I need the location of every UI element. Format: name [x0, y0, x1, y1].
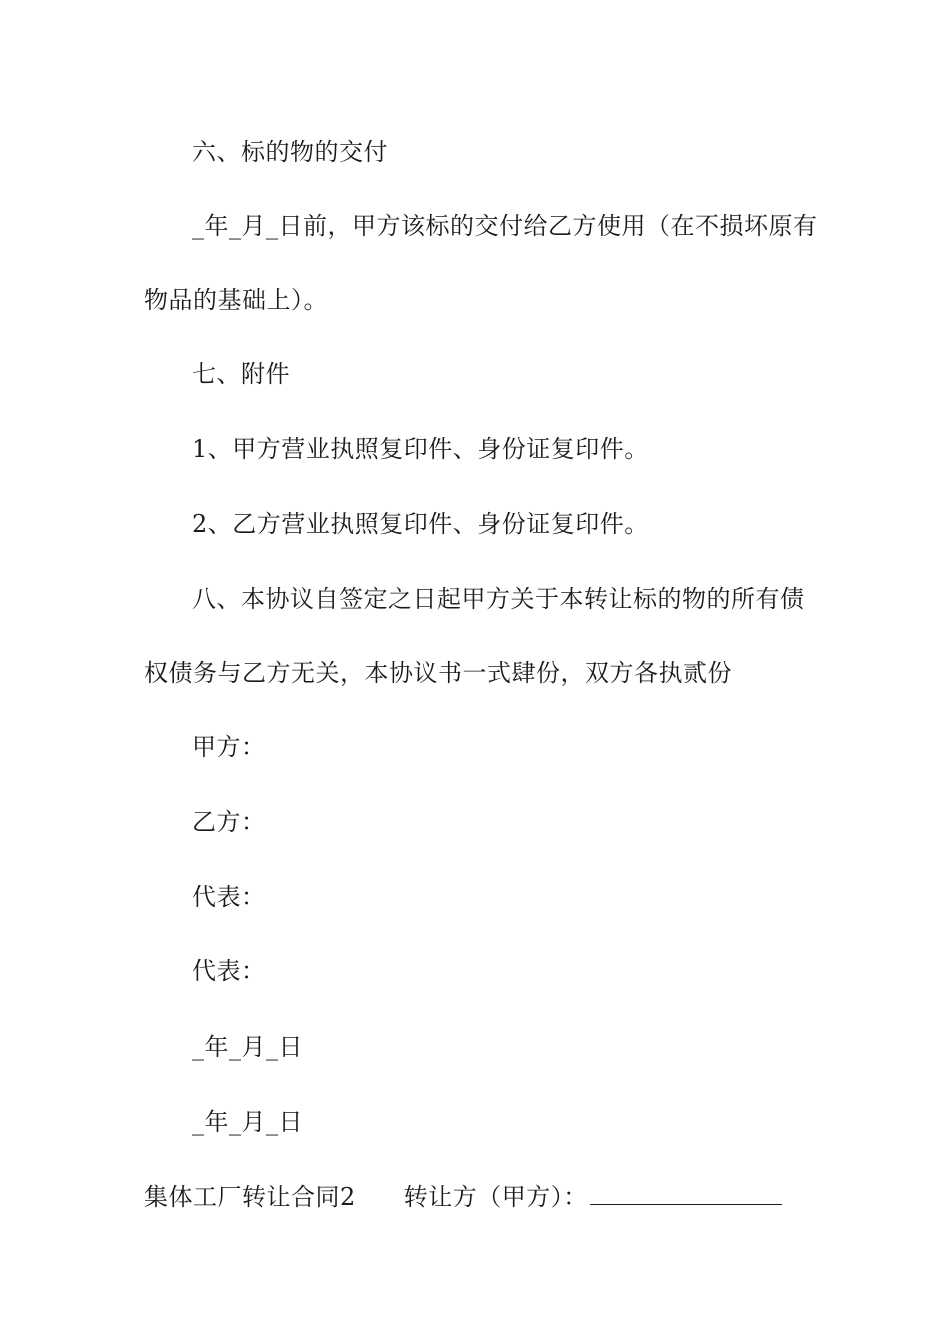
date-line-1: _年_月_日	[192, 1033, 303, 1061]
attachment-item-2: 2、乙方营业执照复印件、身份证复印件。	[192, 510, 649, 538]
date-line-2: _年_月_日	[192, 1108, 303, 1136]
transferor-blank-field	[590, 1180, 782, 1205]
next-contract-line	[144, 1180, 782, 1213]
party-a-signature-label: 甲方：	[192, 733, 266, 761]
next-contract-title: 集体工厂转让合同2	[144, 1183, 356, 1211]
section8-line1: 八、本协议自签定之日起甲方关于本转让标的物的所有债	[192, 585, 805, 613]
section8-line2: 权债务与乙方无关，本协议书一式肆份，双方各执贰份	[144, 659, 732, 687]
section6-body-line2: 物品的基础上）。	[144, 286, 328, 314]
party-b-signature-label: 乙方：	[192, 808, 266, 836]
section7-heading: 七、附件	[192, 360, 290, 388]
section6-body-line1: _年_月_日前，甲方该标的交付给乙方使用（在不损坏原有	[192, 212, 818, 240]
attachment-item-1: 1、甲方营业执照复印件、身份证复印件。	[192, 435, 649, 463]
representative-label-1: 代表：	[192, 883, 266, 911]
representative-label-2: 代表：	[192, 957, 266, 985]
section6-heading: 六、标的物的交付	[192, 138, 388, 166]
transferor-label: 转让方（甲方）：	[403, 1183, 588, 1211]
